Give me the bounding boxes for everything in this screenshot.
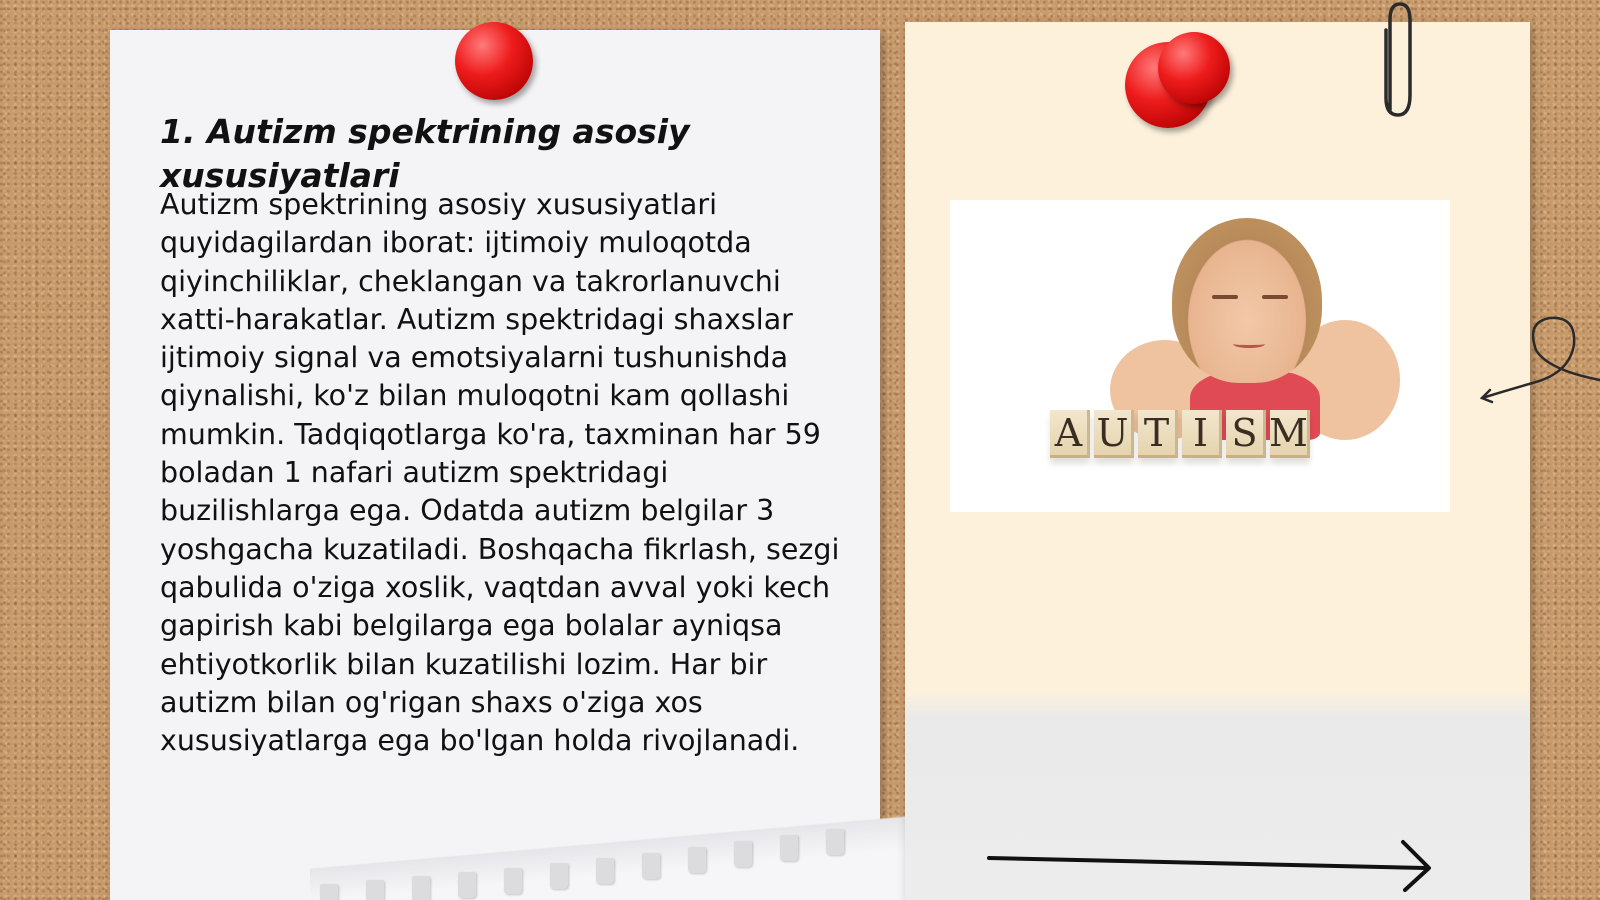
- letter-block: T: [1138, 410, 1178, 458]
- torn-tab: [320, 884, 338, 900]
- letter-block: M: [1270, 410, 1310, 458]
- letter-block: A: [1050, 410, 1090, 458]
- paperclip-icon: [1380, 0, 1416, 120]
- child-eye: [1212, 295, 1238, 299]
- child-mouth: [1233, 340, 1265, 348]
- torn-tab: [550, 863, 568, 889]
- letter-blocks: [1050, 410, 1310, 458]
- torn-tab: [504, 868, 522, 894]
- left-note-card: [110, 30, 880, 900]
- pushpin-icon: [455, 22, 533, 100]
- child-face: [1172, 218, 1322, 383]
- torn-tab: [596, 858, 614, 884]
- torn-tab: [366, 880, 384, 900]
- slide-title: 1. Autizm spektrining asosiy xususiyatlari: [160, 112, 690, 195]
- letter-block: I: [1182, 410, 1222, 458]
- pushpin-icon: [1158, 32, 1230, 104]
- string-loop-icon: [1478, 310, 1600, 410]
- torn-tab: [826, 829, 844, 855]
- torn-tab: [642, 853, 660, 879]
- torn-tab: [780, 835, 798, 861]
- letter-block: S: [1226, 410, 1266, 458]
- letter-block: U: [1094, 410, 1134, 458]
- torn-tab: [688, 847, 706, 873]
- arrow-right-icon: [985, 836, 1447, 892]
- autism-photo: [950, 200, 1450, 512]
- torn-tab: [734, 841, 752, 867]
- torn-tab: [412, 876, 430, 900]
- child-eye: [1262, 295, 1288, 299]
- torn-tab: [458, 872, 476, 898]
- slide-body-text: Autizm spektrining asosiy xususiyatlari quyidagilardan iborat: ijtimoiy muloqotda qiyinchiliklar, cheklangan va takrorlanuvchi xatti-harakatlar. Autizm spektridagi shaxslar ijtimoiy signal va emotsiyalarni tushunishda qiynalishi, ko'z bilan muloqotni kam qollashi mumkin. Tadqiqotlarga ko'ra, taxminan har 59 boladan 1 nafari autizm spektridagi buzilishlarga ega. Odatda autizm belgilar 3 yoshgacha kuzatiladi. Boshqacha fikrlash, sezgi qabulida o'ziga xoslik, vaqtdan avval yoki kech gapirish kabi belgilarga ega bolalar ayniqsa ehtiyotkorlik bilan kuzatilishi lozim. Har bir autizm bilan og'rigan shaxs o'ziga xos xususiyatlarga ega bo'lgan holda rivojlanadi.: [160, 188, 840, 758]
